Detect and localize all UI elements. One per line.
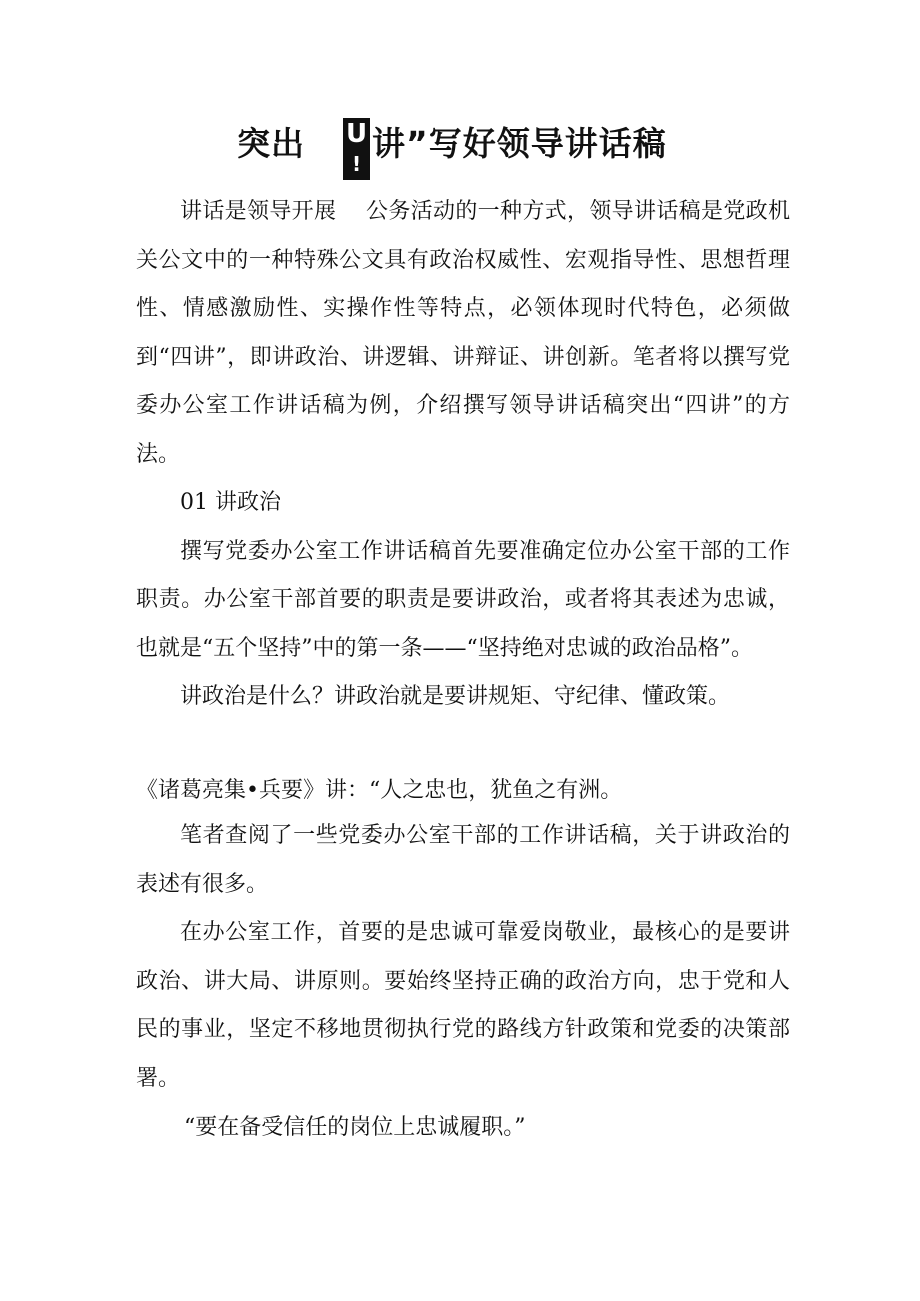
title-left-text: 突出 [237, 124, 305, 163]
title-box-letter: U [345, 119, 368, 149]
document-body-continued [136, 812, 790, 1103]
closing-quote: “要在备受信任的岗位上忠诚履职。” [184, 1115, 526, 1140]
section-heading: 01 讲政治 [180, 490, 281, 515]
quote-line: 《诸葛亮集•兵要》讲：“人之忠也，犹鱼之有洲。 [136, 778, 623, 803]
paragraph-review: 笔者查阅了一些党委办公室干部的工作讲话稿，关于讲政治的表述有很多。 [136, 823, 790, 897]
document-title [0, 118, 920, 188]
paragraph-office-work: 在办公室工作，首要的是忠诚可靠爱岗敬业，最核心的是要讲政治、讲大局、讲原则。要始终坚持正确的政治方向，忠于党和人民的事业，坚定不移地贯彻执行党的路线方针政策和党委的决策部署。 [136, 920, 790, 1091]
title-box-mark: ! [351, 152, 362, 176]
title-inverted-box [343, 118, 370, 180]
document-body [136, 188, 790, 722]
paragraph-duty: 撰写党委办公室工作讲话稿首先要准确定位办公室干部的工作职责。办公室干部首要的职责是要讲政治，或者将其表述为忠诚，也就是“五个坚持”中的第一条——“坚持绝对忠诚的政治品格”。 [136, 538, 790, 661]
paragraph-what-is-politics: 讲政治是什么？讲政治就是要讲规矩、守纪律、懂政策。 [180, 684, 731, 709]
intro-paragraph: 讲话是领导开展 公务活动的一种方式，领导讲话稿是党政机关公文中的一种特殊公文具有政治权威性、宏观指导性、思想哲理性、情感激励性、实操作性等特点，必领体现时代特色，必须做到“四讲”，即讲政治、讲逻辑、讲辩证、讲创新。笔者将以撰写党委办公室工作讲话稿为例，介绍撰写领导讲话稿突出“四讲”的方法。 [136, 199, 790, 467]
title-right-text: 讲”写好领导讲话稿 [372, 124, 667, 163]
